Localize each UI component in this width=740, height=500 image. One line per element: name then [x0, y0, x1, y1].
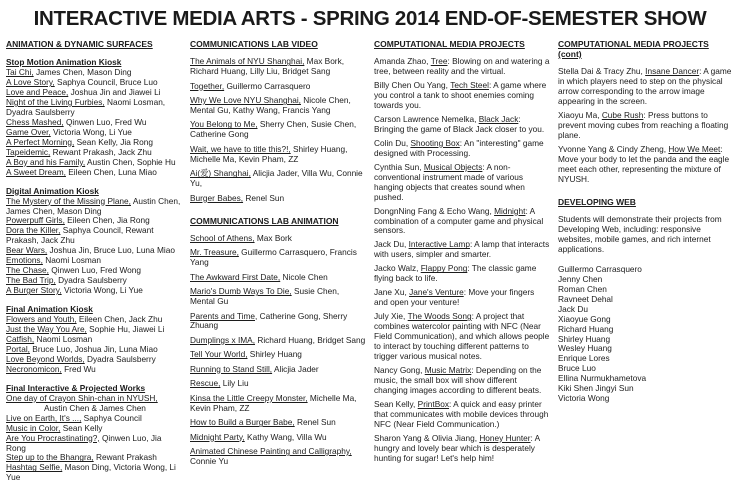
work-item: Emotions, Naomi Losman: [6, 255, 101, 266]
project-item: Sean Kelly, PrintBox: A quick and easy printer that communicates with mobile devices through NFC (Near Field Communication.): [374, 398, 549, 429]
column-header: COMMUNICATIONS LAB ANIMATION: [190, 215, 339, 226]
work-title: Rescue,: [190, 378, 221, 389]
work-item: Are You Procrastinating?, Qinwen Luo, Jia Rong: [6, 432, 162, 453]
project-title: Honey Hunter: [479, 432, 531, 443]
work-title: Tapeidemic,: [6, 146, 51, 157]
project-title: PrintBox: [417, 398, 450, 409]
work-item: Dumplings x IMA, Richard Huang, Bridget Sang: [190, 334, 366, 345]
work-item: Midnight Party, Kathy Wang, Villa Wu: [190, 431, 327, 442]
project-title: How We Meet: [668, 144, 721, 155]
work-item: Flowers and Youth, Eileen Chen, Jack Zhu: [6, 314, 163, 325]
work-title: Chess Mashed,: [6, 116, 64, 127]
work-item: How to Build a Burger Babe, Renel Sun: [190, 417, 336, 428]
work-item: Dora the Killer, Saphya Council, Rewant Prakash, Jack Zhu: [6, 225, 154, 246]
work-title: Hashtag Selfie,: [6, 462, 63, 473]
work-title: Burger Babes,: [190, 192, 244, 203]
work-item: Parents and Time, Catherine Gong, Sherry Zhuang: [190, 310, 348, 331]
work-title: Are You Procrastinating?,: [6, 432, 100, 443]
work-title: The Bad Trip,: [6, 275, 56, 286]
work-item: [6, 394, 182, 414]
project-item: Yvonne Yang & Cindy Zheng, How We Meet: Move your body to let the panda and the eagle meet each other, representing the mixture of NYUSH.: [558, 144, 730, 184]
work-title: Together,: [190, 80, 225, 91]
work-item: Tai Chi, James Chen, Mason Ding: [6, 67, 132, 78]
project-item: Amanda Zhao, Tree: Blowing on and watering a tree, between reality and the virtual.: [374, 56, 550, 77]
work-title: Live on Earth, It's ...,: [6, 412, 82, 423]
work-item: Love and Peace, Joshua Jin and Jiawei Li: [6, 87, 161, 98]
project-item: Colin Du, Shooting Box: An "interesting" game designed with Processing.: [374, 137, 544, 158]
project-item: DongnNing Fang & Echo Wang, Midnight: A combination of a computer game and physical sensors.: [374, 205, 544, 236]
work-item: A Love Story, Saphya Council, Bruce Luo: [6, 77, 158, 88]
project-item: Billy Chen Ou Yang, Tech Steel: A game where you control a tank to shoot enemies coming towards you.: [374, 80, 547, 110]
participant-name: Jenny Chen: [558, 273, 603, 284]
section-heading: Stop Motion Animation Kiosk: [6, 57, 122, 68]
work-title: A Burger Story,: [6, 285, 62, 296]
work-title: The Animals of NYU Shanghai,: [190, 56, 305, 67]
work-item: The Awkward First Date, Nicole Chen: [190, 271, 328, 282]
column-computational-media-projects: [374, 39, 550, 483]
work-title: Powerpuff Girls,: [6, 215, 65, 226]
work-item: School of Athens, Max Bork: [190, 232, 292, 243]
project-item: Stella Dai & Tracy Zhu, Insane Dancer: A game in which players need to step on the physical arrow corresponding to the arrow image appearing in the screen.: [558, 66, 732, 107]
work-item: Hashtag Selfie, Mason Ding, Victoria Wong, Li Yue: [6, 462, 176, 483]
work-item: Together, Guillermo Carrasquero: [190, 80, 311, 91]
project-item: Jacko Walz, Flappy Pong: The classic game flying back to life.: [374, 263, 537, 284]
section-heading: Final Interactive & Projected Works: [6, 382, 146, 393]
work-title: Kinsa the Little Creepy Monster,: [190, 392, 308, 403]
work-title: One day of Crayon Shin-chan in NYUSH,: [6, 392, 158, 403]
work-title: Parents and Time,: [190, 310, 258, 321]
project-title: The Woods Song: [407, 311, 472, 322]
work-item: Animated Chinese Painting and Calligraphy, Connie Yu: [190, 446, 352, 467]
project-item: July Xie, The Woods Song: A project that combines watercolor painting with NFC (Near Field Communication), and which allows people to interact by touching different patterns to trigger various musical notes.: [374, 311, 550, 361]
project-item: Jane Xu, Jane's Venture: Move your fingers and open your venture!: [374, 287, 535, 308]
project-title: Tech Steel: [450, 80, 490, 91]
project-title: Interactive Lamp: [408, 239, 470, 250]
participant-name: Wesley Huang: [558, 343, 612, 354]
participant-name: Ravneet Dehal: [558, 293, 613, 304]
work-title: Night of the Living Furbies,: [6, 97, 105, 107]
work-item: Tapeidemic, Rewant Prakash, Jack Zhu: [6, 146, 152, 157]
project-title: Tree: [430, 56, 448, 67]
column-header: DEVELOPING WEB: [558, 196, 636, 207]
work-title: Portal,: [6, 343, 30, 354]
work-title: Running to Stand Still,: [190, 363, 273, 374]
work-item: Mario's Dumb Ways To Die, Susie Chen, Mental Gu: [190, 286, 340, 307]
column-header: COMMUNICATIONS LAB VIDEO: [190, 39, 318, 49]
work-item: The Bad Trip, Dyadra Saulsberry: [6, 275, 127, 286]
column-header: ANIMATION & DYNAMIC SURFACES: [6, 39, 153, 49]
work-title: You Belong to Me,: [190, 119, 258, 130]
work-title: A Love Story,: [6, 77, 55, 88]
section-heading: Digital Animation Kiosk: [6, 185, 99, 196]
work-item: A Sweet Dream, Eileen Chen, Luna Miao: [6, 166, 157, 177]
work-title: Mario's Dumb Ways To Die,: [190, 286, 292, 297]
participant-name: Enrique Lores: [558, 353, 610, 364]
work-item: The Chase, Qinwen Luo, Fred Wong: [6, 265, 141, 276]
work-item: Step up to the Bhangra, Rewant Prakash: [6, 452, 157, 463]
project-title: Black Jack: [478, 113, 519, 124]
work-item: Game Over, Victoria Wong, Li Yue: [6, 126, 132, 137]
work-title: Mr. Treasure,: [190, 247, 239, 258]
participant-name: Victoria Wong: [558, 393, 610, 404]
work-item: The Mystery of the Missing Plane, Austin Chen, James Chen, Mason Ding: [6, 195, 181, 216]
project-item: Jack Du, Interactive Lamp: A lamp that interacts with users, simpler and smarter.: [374, 239, 550, 260]
project-item: Xiaoyu Ma, Cube Rush: Press buttons to prevent moving cubes from reaching a floating plane.: [558, 110, 729, 141]
work-item: Portal, Bruce Luo, Joshua Jin, Luna Miao: [6, 343, 158, 354]
work-title: Midnight Party,: [190, 431, 245, 442]
work-item: Bear Wars, Joshua Jin, Bruce Luo, Luna Miao: [6, 245, 175, 256]
page-title: INTERACTIVE MEDIA ARTS - SPRING 2014 END-OF-SEMESTER SHOW: [33, 7, 707, 30]
work-title: Bear Wars,: [6, 245, 48, 256]
section-heading: Final Animation Kiosk: [6, 304, 93, 315]
project-title: Musical Objects: [423, 161, 483, 172]
work-title: How to Build a Burger Babe,: [190, 417, 295, 428]
column-communications-lab: [190, 39, 366, 483]
work-title: School of Athens,: [190, 232, 255, 243]
project-title: Shooting Box: [410, 137, 460, 148]
work-title: Love Beyond Worlds,: [6, 353, 85, 364]
section-description: Students will demonstrate their projects from Developing Web, including: responsive websites, mobile games, and rich internet applications.: [558, 214, 722, 254]
work-title: Step up to the Bhangra,: [6, 452, 94, 463]
project-item: Carson Lawrence Nemelka, Black Jack: Bringing the game of Black Jack closer to you.: [374, 113, 545, 134]
column-computational-media-projects-cont: [558, 39, 734, 483]
project-title: Jane's Venture: [409, 287, 464, 298]
work-title: Emotions,: [6, 255, 43, 266]
work-title: Necronomicon,: [6, 363, 62, 374]
participant-name: Jack Du: [558, 303, 588, 314]
work-item: Mr. Treasure, Guillermo Carrasquero, Francis Yang: [190, 247, 357, 268]
work-title: Ai(爱) Shanghai,: [190, 168, 251, 179]
work-title: The Awkward First Date,: [190, 271, 281, 282]
work-item: Necronomicon, Fred Wu: [6, 363, 96, 374]
work-item: Love Beyond Worlds, Dyadra Saulsberry: [6, 353, 156, 364]
work-item: A Perfect Morning, Sean Kelly, Jia Rong: [6, 136, 153, 147]
project-title: Flappy Pong: [420, 263, 468, 274]
work-item: Burger Babes, Renel Sun: [190, 192, 285, 203]
participant-name: Xiaoyue Gong: [558, 313, 611, 324]
work-item: You Belong to Me, Sherry Chen, Susie Chen, Catherine Gong: [190, 119, 357, 140]
participant-name: Kiki Shen Jingyi Sun: [558, 383, 634, 394]
work-title: Why We Love NYU Shanghai,: [190, 95, 301, 106]
work-item: Kinsa the Little Creepy Monster, Michelle Ma, Kevin Pham, ZZ: [190, 392, 357, 413]
work-title: Tai Chi,: [6, 67, 34, 78]
work-item: Running to Stand Still, Alicjia Jader: [190, 363, 319, 374]
work-item: A Boy and his Family, Austin Chen, Sophie Hu: [6, 156, 176, 167]
work-item: Wait, we have to title this?!, Shirley Huang, Michelle Ma, Kevin Pham, ZZ: [190, 143, 348, 164]
project-item: Cynthia Sun, Musical Objects: A non-conventional instrument made of various hanging objects that creates sound when pushed.: [374, 161, 525, 202]
work-item: Powerpuff Girls, Eileen Chen, Jia Rong: [6, 215, 150, 226]
participant-name: Guillermo Carrasquero: [558, 263, 642, 274]
work-title: Dumplings x IMA,: [190, 334, 256, 345]
project-item: Nancy Gong, Music Matrix: Depending on the music, the small box will show different changing images according to different beats.: [374, 364, 542, 395]
participant-name: Roman Chen: [558, 283, 607, 294]
work-title: A Boy and his Family,: [6, 156, 86, 167]
project-title: Insane Dancer: [645, 66, 700, 77]
work-item: Just the Way You Are, Sophie Hu, Jiawei Li: [6, 324, 165, 335]
work-title: Dora the Killer,: [6, 225, 61, 236]
column-header: COMPUTATIONAL MEDIA PROJECTS: [374, 39, 525, 49]
work-title: A Perfect Morning,: [6, 136, 75, 147]
work-item: The Animals of NYU Shanghai, Max Bork, Richard Huang, Lilly Liu, Bridget Sang: [190, 56, 345, 77]
work-title: Music in Color,: [6, 422, 61, 433]
work-title: A Sweet Dream,: [6, 166, 66, 177]
work-item: Why We Love NYU Shanghai, Nicole Chen, Mental Gu, Kathy Wang, Francis Yang: [190, 95, 351, 115]
work-title: Flowers and Youth,: [6, 314, 77, 325]
work-title: Just the Way You Are,: [6, 324, 87, 335]
work-item: Ai(爱) Shanghai, Alicjia Jader, Villa Wu, Connie Yu,: [190, 168, 363, 189]
participant-name: Ellina Nurmukhametova: [558, 373, 647, 384]
work-title: The Mystery of the Missing Plane,: [6, 195, 131, 206]
work-title: Tell Your World,: [190, 349, 248, 360]
column-header: COMPUTATIONAL MEDIA PROJECTS (cont): [558, 39, 709, 60]
participant-name: Shirley Huang: [558, 333, 611, 344]
work-title: Love and Peace,: [6, 87, 69, 98]
work-names: Austin Chen & James Chen: [44, 402, 146, 413]
work-title: Animated Chinese Painting and Calligraphy,: [190, 446, 352, 457]
program-columns: [0, 39, 740, 483]
work-item: Chess Mashed, Qinwen Luo, Fred Wu: [6, 116, 147, 127]
work-item: Rescue, Lily Liu: [190, 378, 249, 389]
work-item: Tell Your World, Shirley Huang: [190, 349, 302, 360]
work-title: Wait, we have to title this?!,: [190, 143, 291, 154]
work-item: Catfish, Naomi Losman: [6, 333, 93, 344]
work-item: Music in Color, Sean Kelly: [6, 422, 103, 433]
participant-name: Bruce Luo: [558, 363, 596, 374]
participant-name: Richard Huang: [558, 323, 614, 334]
work-title: Game Over,: [6, 126, 51, 137]
work-title: The Chase,: [6, 265, 49, 276]
project-title: Music Matrix: [424, 364, 472, 375]
project-title: Midnight: [494, 205, 526, 216]
project-title: Cube Rush: [601, 110, 644, 121]
project-item: Sharon Yang & Olivia Jiang, Honey Hunter: A hungry and lovely bear which is desperately hunting for sugar! Let's help him!: [374, 432, 540, 463]
work-title: Catfish,: [6, 333, 35, 344]
work-item: A Burger Story, Victoria Wong, Li Yue: [6, 285, 143, 296]
work-item: Live on Earth, It's ..., Saphya Council: [6, 412, 142, 423]
work-item: Night of the Living Furbies, Naomi Losman, Dyadra Saulsberry: [6, 97, 166, 117]
column-animation-dynamic-surfaces: [6, 39, 182, 483]
